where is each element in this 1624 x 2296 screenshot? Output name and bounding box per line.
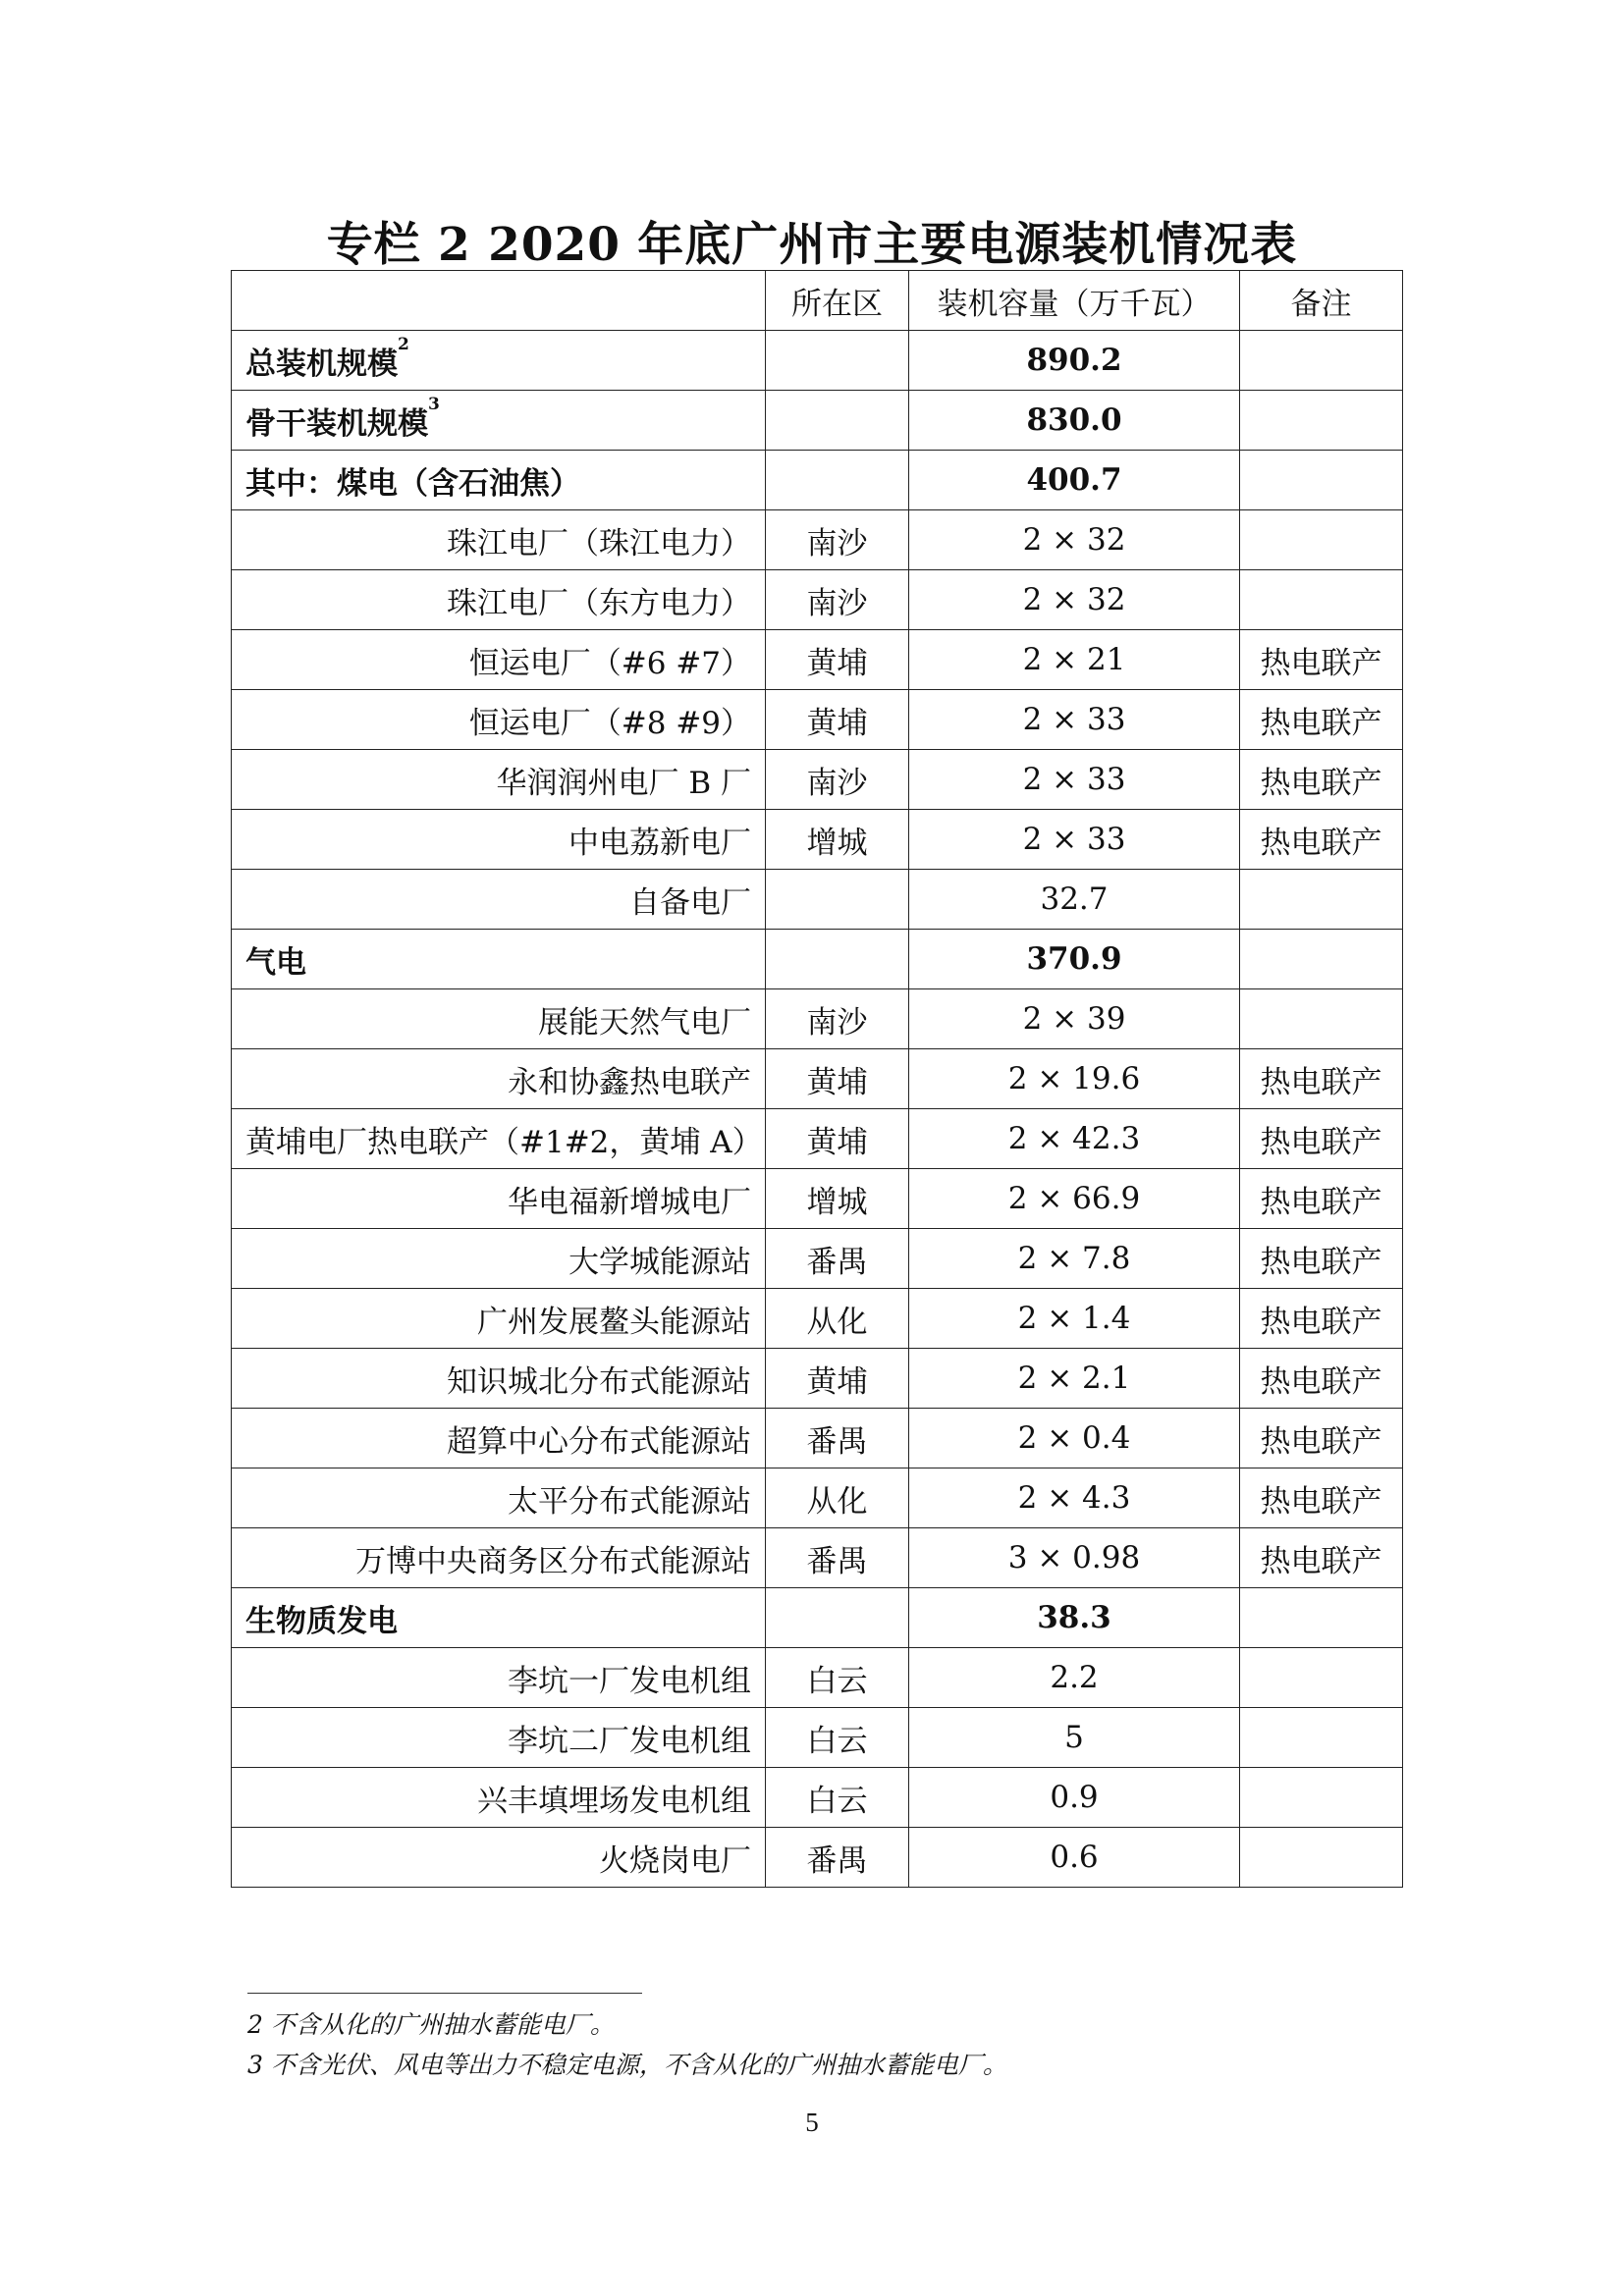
cell-plant-name [232,1169,766,1229]
cell-capacity: 2.2 [909,1648,1240,1708]
plant-name-text: 气电 [245,944,306,981]
cell-district [766,451,909,510]
page-title: 专栏 2 2020 年底广州市主要电源装机情况表 [326,218,1298,272]
cell-note [1240,930,1403,989]
cell-note: 热电联产 [1240,1109,1403,1169]
cell-plant-name [232,930,766,989]
plant-name-text: 知识城北分布式能源站 [447,1363,751,1400]
plant-name-text: 恒运电厂（#6 #7） [468,645,751,681]
footnote-divider [247,1993,642,1994]
cell-note: 热电联产 [1240,690,1403,750]
table-row [232,1648,1403,1708]
table-row [232,1349,1403,1409]
table-row [232,989,1403,1049]
plant-name-text: 大学城能源站 [568,1244,751,1280]
cell-capacity: 830.0 [909,391,1240,451]
power-capacity-table [231,270,1403,1888]
cell-capacity: 32.7 [909,870,1240,930]
plant-name-text: 永和协鑫热电联产 [508,1064,751,1100]
cell-plant-name [232,1588,766,1648]
cell-capacity: 2 × 33 [909,810,1240,870]
cell-district: 番禺 [766,1528,909,1588]
plant-name-text: 骨干装机规模 [245,405,428,442]
plant-name-text: 华润润州电厂 B 厂 [496,765,751,801]
cell-note: 热电联产 [1240,1528,1403,1588]
plant-name-text: 兴丰填埋场发电机组 [477,1783,751,1819]
plant-name-text: 万博中央商务区分布式能源站 [355,1543,751,1579]
cell-plant-name [232,1349,766,1409]
cell-capacity: 2 × 0.4 [909,1409,1240,1468]
cell-capacity: 890.2 [909,331,1240,391]
cell-plant-name [232,451,766,510]
cell-note: 热电联产 [1240,1289,1403,1349]
cell-plant-name [232,630,766,690]
cell-capacity: 2 × 33 [909,750,1240,810]
table-row [232,1768,1403,1828]
table-row [232,1049,1403,1109]
cell-capacity: 2 × 32 [909,510,1240,570]
cell-capacity: 5 [909,1708,1240,1768]
cell-plant-name [232,810,766,870]
cell-district: 黄埔 [766,1109,909,1169]
cell-plant-name [232,750,766,810]
cell-note [1240,510,1403,570]
table-row [232,1468,1403,1528]
footnote-3: 3 不含光伏、风电等出力不稳定电源，不含从化的广州抽水蓄能电厂。 [247,2051,1007,2079]
cell-district [766,870,909,930]
cell-note [1240,451,1403,510]
cell-district: 黄埔 [766,630,909,690]
table-row [232,1588,1403,1648]
plant-name-text: 李坑二厂发电机组 [508,1723,751,1759]
page-number: 5 [805,2108,819,2137]
table-row [232,1528,1403,1588]
cell-note: 热电联产 [1240,810,1403,870]
cell-district: 南沙 [766,570,909,630]
plant-name-text: 华电福新增城电厂 [508,1184,751,1220]
cell-capacity: 400.7 [909,451,1240,510]
cell-district: 白云 [766,1768,909,1828]
header-note: 备注 [1240,271,1403,331]
plant-name-text: 总装机规模 [245,346,398,382]
cell-note [1240,989,1403,1049]
cell-capacity: 370.9 [909,930,1240,989]
cell-note: 热电联产 [1240,1468,1403,1528]
cell-capacity: 2 × 33 [909,690,1240,750]
cell-district: 从化 [766,1468,909,1528]
cell-capacity: 2 × 2.1 [909,1349,1240,1409]
cell-note: 热电联产 [1240,1409,1403,1468]
cell-plant-name [232,1648,766,1708]
cell-district: 白云 [766,1708,909,1768]
cell-district: 番禺 [766,1409,909,1468]
table-row [232,1229,1403,1289]
cell-note [1240,1708,1403,1768]
plant-name-text: 其中：煤电（含石油焦） [245,465,580,502]
table-row [232,1109,1403,1169]
cell-capacity: 2 × 7.8 [909,1229,1240,1289]
header-name [232,271,766,331]
cell-note [1240,870,1403,930]
plant-name-text: 李坑一厂发电机组 [508,1663,751,1699]
footnote-2: 2 不含从化的广州抽水蓄能电厂。 [247,2010,615,2039]
plant-name-text: 珠江电厂（东方电力） [447,585,751,621]
cell-plant-name [232,510,766,570]
cell-plant-name [232,989,766,1049]
cell-district [766,930,909,989]
cell-capacity: 2 × 4.3 [909,1468,1240,1528]
cell-plant-name [232,331,766,391]
cell-note [1240,1648,1403,1708]
cell-district: 白云 [766,1648,909,1708]
cell-district: 黄埔 [766,690,909,750]
table-row [232,930,1403,989]
cell-plant-name [232,1708,766,1768]
cell-plant-name [232,1468,766,1528]
cell-plant-name [232,570,766,630]
cell-district: 南沙 [766,750,909,810]
table-row [232,630,1403,690]
cell-capacity: 2 × 42.3 [909,1109,1240,1169]
plant-name-text: 火烧岗电厂 [599,1842,751,1879]
cell-note: 热电联产 [1240,1349,1403,1409]
table-header-row [232,271,1403,331]
footnote-ref: 3 [428,394,440,414]
cell-district: 增城 [766,810,909,870]
cell-district: 南沙 [766,989,909,1049]
cell-capacity: 2 × 39 [909,989,1240,1049]
cell-note: 热电联产 [1240,1049,1403,1109]
footnote-ref: 2 [398,334,409,354]
cell-capacity: 0.9 [909,1768,1240,1828]
cell-capacity: 0.6 [909,1828,1240,1888]
plant-name-text: 自备电厂 [629,884,751,921]
plant-name-text: 超算中心分布式能源站 [447,1423,751,1460]
table-row [232,1828,1403,1888]
header-district: 所在区 [766,271,909,331]
cell-note [1240,1588,1403,1648]
cell-note [1240,331,1403,391]
cell-capacity: 2 × 66.9 [909,1169,1240,1229]
cell-plant-name [232,870,766,930]
plant-name-text: 太平分布式能源站 [508,1483,751,1520]
plant-name-text: 生物质发电 [245,1603,398,1639]
cell-plant-name [232,690,766,750]
cell-note [1240,1828,1403,1888]
table-row [232,870,1403,930]
cell-district [766,331,909,391]
cell-district: 南沙 [766,510,909,570]
cell-district: 黄埔 [766,1349,909,1409]
cell-note [1240,570,1403,630]
cell-district: 黄埔 [766,1049,909,1109]
cell-note: 热电联产 [1240,1229,1403,1289]
plant-name-text: 珠江电厂（珠江电力） [447,525,751,561]
cell-district: 番禺 [766,1229,909,1289]
table-row [232,391,1403,451]
cell-district: 增城 [766,1169,909,1229]
table-row [232,331,1403,391]
table-row [232,1409,1403,1468]
cell-plant-name [232,391,766,451]
cell-plant-name [232,1528,766,1588]
cell-note: 热电联产 [1240,750,1403,810]
table-row [232,1289,1403,1349]
cell-district: 从化 [766,1289,909,1349]
table-row [232,1169,1403,1229]
plant-name-text: 展能天然气电厂 [538,1004,751,1041]
table-row [232,510,1403,570]
cell-plant-name [232,1049,766,1109]
plant-name-text: 广州发展鳌头能源站 [477,1304,751,1340]
cell-plant-name [232,1109,766,1169]
cell-district [766,391,909,451]
table-body [232,331,1403,1888]
cell-capacity: 2 × 21 [909,630,1240,690]
cell-plant-name [232,1289,766,1349]
cell-district: 番禺 [766,1828,909,1888]
cell-plant-name [232,1409,766,1468]
cell-capacity: 38.3 [909,1588,1240,1648]
table-row [232,810,1403,870]
cell-plant-name [232,1828,766,1888]
cell-note: 热电联产 [1240,630,1403,690]
table-row [232,690,1403,750]
cell-note: 热电联产 [1240,1169,1403,1229]
cell-capacity: 3 × 0.98 [909,1528,1240,1588]
plant-name-text: 黄埔电厂热电联产（#1#2，黄埔 A） [245,1124,763,1160]
header-capacity: 装机容量（万千瓦） [909,271,1240,331]
plant-name-text: 中电荔新电厂 [568,825,751,861]
table-row [232,570,1403,630]
cell-plant-name [232,1768,766,1828]
plant-name-text: 恒运电厂（#8 #9） [468,705,751,741]
table-row [232,1708,1403,1768]
cell-plant-name [232,1229,766,1289]
cell-capacity: 2 × 32 [909,570,1240,630]
cell-note [1240,1768,1403,1828]
cell-district [766,1588,909,1648]
cell-capacity: 2 × 1.4 [909,1289,1240,1349]
cell-note [1240,391,1403,451]
table-row [232,750,1403,810]
cell-capacity: 2 × 19.6 [909,1049,1240,1109]
table-row [232,451,1403,510]
